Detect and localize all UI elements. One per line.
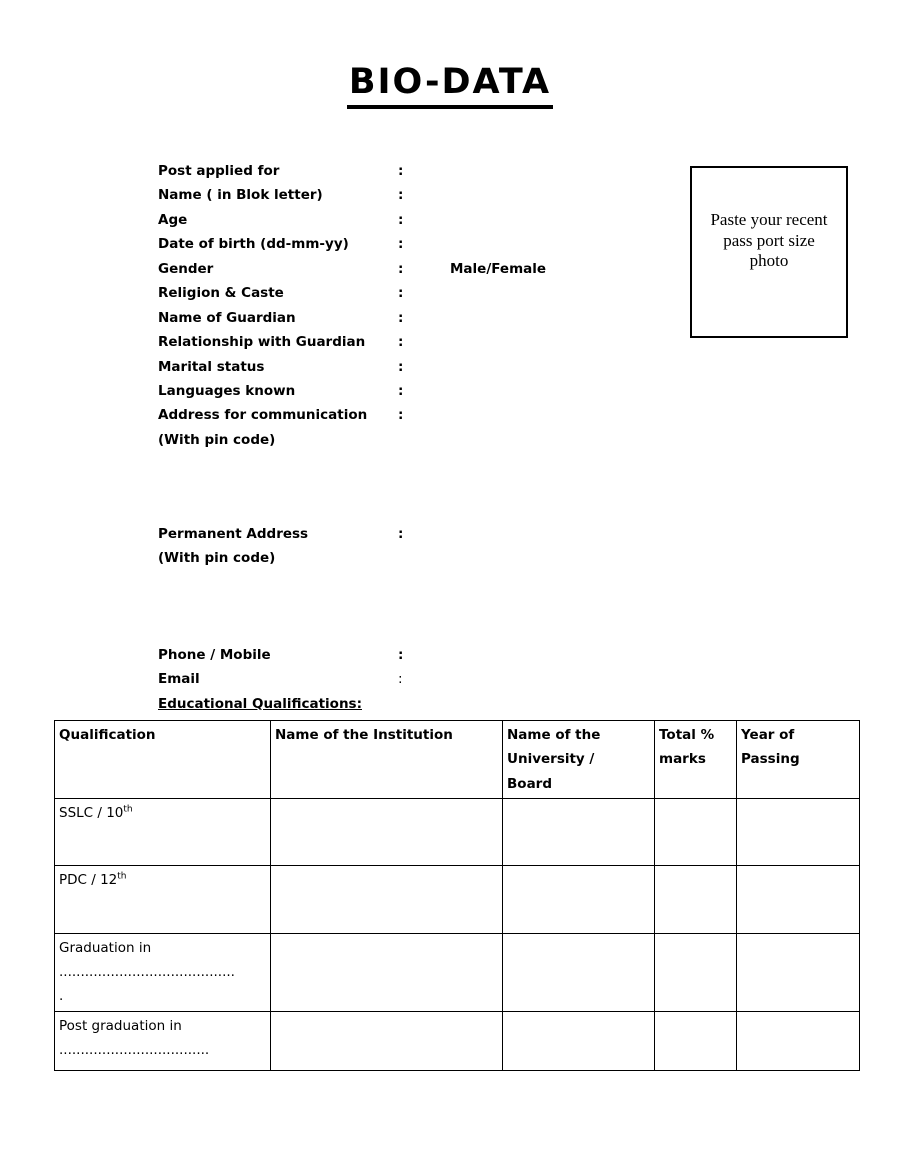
field-row-pincode-note	[158, 432, 638, 456]
field-label: Permanent Address	[158, 526, 309, 542]
header-line: Qualification	[59, 727, 156, 743]
field-colon: :	[398, 285, 404, 302]
field-colon: :	[398, 260, 404, 277]
cell-qualification	[55, 933, 271, 1011]
header-line: Name of the Institution	[275, 727, 453, 743]
table-row-graduation	[55, 933, 860, 1011]
cell-marks	[655, 865, 737, 933]
cell-year	[737, 798, 860, 865]
field-colon: :	[398, 647, 404, 663]
field-label: (With pin code)	[158, 550, 276, 567]
field-colon: :	[398, 187, 404, 204]
header-qualification	[55, 721, 271, 799]
photo-box-line: photo	[749, 251, 789, 270]
header-line: Total %	[659, 727, 715, 743]
field-colon: :	[398, 382, 404, 399]
cell-qualification	[55, 798, 271, 865]
field-label: Phone / Mobile	[158, 647, 271, 663]
cell-institution	[271, 798, 503, 865]
field-row-guardian	[158, 310, 638, 334]
cell-university	[503, 865, 655, 933]
field-row-permanent-pincode-note	[158, 550, 406, 574]
field-colon: :	[398, 309, 404, 326]
header-line: marks	[659, 751, 706, 768]
field-colon: :	[398, 236, 404, 253]
cell-qualification	[55, 1011, 271, 1070]
personal-fields	[158, 163, 638, 456]
qualification-text: Post graduation in	[59, 1017, 182, 1034]
header-line: Passing	[741, 751, 800, 768]
field-colon: :	[398, 334, 404, 351]
cell-year	[737, 865, 860, 933]
field-label: Marital status	[158, 358, 265, 375]
cell-marks	[655, 1011, 737, 1070]
field-row-marital	[158, 359, 638, 383]
cell-university	[503, 933, 655, 1011]
cell-qualification	[55, 865, 271, 933]
cell-institution	[271, 1011, 503, 1070]
education-heading: Educational Qualifications:	[158, 695, 362, 712]
table-header-row	[55, 721, 860, 799]
table-row-pdc	[55, 865, 860, 933]
field-row-religion	[158, 285, 638, 309]
field-row-age	[158, 212, 638, 236]
field-label: Relationship with Guardian	[158, 334, 366, 351]
table-row-postgraduation	[55, 1011, 860, 1070]
field-colon: :	[398, 211, 404, 228]
cell-institution	[271, 865, 503, 933]
field-row-address	[158, 407, 638, 431]
field-label: Religion & Caste	[158, 285, 284, 302]
education-table	[54, 720, 860, 1071]
contact-section	[158, 647, 406, 720]
header-year	[737, 721, 860, 799]
cell-year	[737, 1011, 860, 1070]
permanent-address-section	[158, 526, 406, 575]
field-colon: :	[398, 163, 404, 179]
qualification-text: Graduation in	[59, 939, 152, 956]
dotted-fill-line: .........................................	[59, 964, 235, 981]
field-label: Gender	[158, 260, 214, 277]
field-label: Post applied for	[158, 163, 280, 179]
dotted-fill-line: .	[59, 988, 64, 1005]
field-row-name	[158, 187, 638, 211]
education-heading-row	[158, 696, 406, 720]
title-wrap	[0, 62, 900, 109]
dotted-fill-line: ...................................	[59, 1042, 210, 1059]
photo-placeholder-box	[690, 166, 848, 338]
header-line: Year of	[741, 727, 795, 743]
form-title: BIO-DATA	[347, 62, 553, 109]
field-row-permanent-address	[158, 526, 406, 550]
field-row-relationship	[158, 334, 638, 358]
field-label: Age	[158, 211, 188, 228]
field-row-languages	[158, 383, 638, 407]
header-line: University /	[507, 751, 595, 768]
photo-box-line: pass port size	[723, 230, 815, 250]
cell-marks	[655, 933, 737, 1011]
table-row-sslc	[55, 798, 860, 865]
cell-institution	[271, 933, 503, 1011]
field-colon: :	[398, 358, 404, 375]
qualification-text: PDC / 12	[59, 871, 118, 888]
qualification-text: SSLC / 10	[59, 804, 124, 821]
field-row-post-applied	[158, 163, 638, 187]
superscript: th	[123, 804, 133, 815]
field-row-phone	[158, 647, 406, 671]
field-label: Date of birth (dd-mm-yy)	[158, 236, 349, 253]
field-label: Name ( in Blok letter)	[158, 187, 323, 204]
photo-box-line: Paste your recent	[710, 210, 828, 229]
field-label: Address for communication	[158, 407, 368, 424]
field-label: Name of Guardian	[158, 309, 296, 326]
field-label: (With pin code)	[158, 431, 276, 448]
cell-university	[503, 1011, 655, 1070]
header-line: Board	[507, 775, 552, 792]
header-university	[503, 721, 655, 799]
field-colon: :	[398, 671, 403, 688]
field-label: Languages known	[158, 382, 296, 399]
cell-university	[503, 798, 655, 865]
cell-year	[737, 933, 860, 1011]
field-row-email	[158, 671, 406, 695]
field-colon: :	[398, 526, 404, 542]
superscript: th	[117, 871, 127, 882]
field-label: Email	[158, 671, 200, 688]
field-colon: :	[398, 407, 404, 424]
header-line: Name of the	[507, 727, 601, 743]
field-row-gender	[158, 261, 638, 285]
field-row-dob	[158, 236, 638, 260]
cell-marks	[655, 798, 737, 865]
header-institution	[271, 721, 503, 799]
field-value-gender: Male/Female	[450, 260, 547, 277]
header-marks	[655, 721, 737, 799]
